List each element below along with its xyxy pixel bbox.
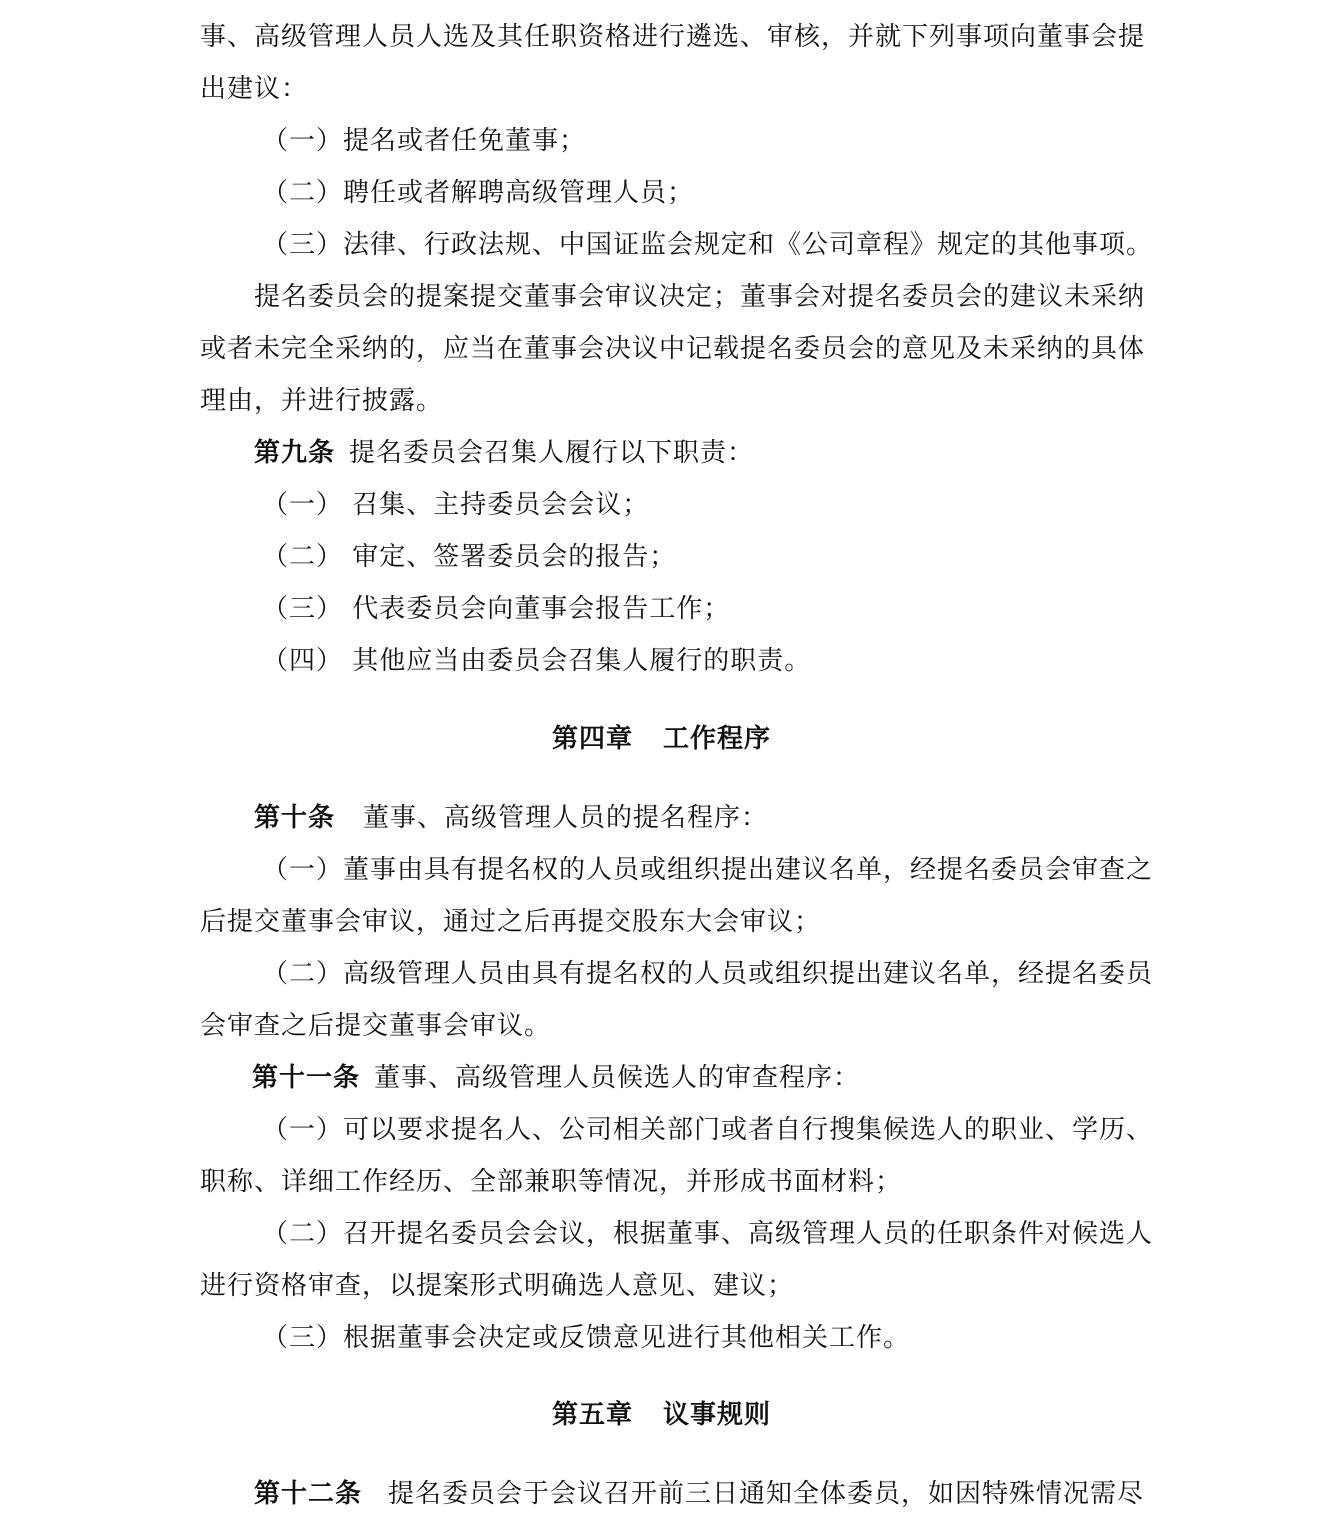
paragraph-line: 提名委员会的提案提交董事会审议决定；董事会对提名委员会的建议未采纳	[254, 282, 1146, 312]
article-10-label: 第十条	[254, 803, 336, 833]
article-10-heading	[254, 801, 1124, 835]
article-9-text: 提名委员会召集人履行以下职责：	[349, 438, 755, 468]
chapter-5-title: 议事规则	[663, 1400, 772, 1430]
article-9-label: 第九条	[254, 438, 336, 468]
paragraph-line: 会审查之后提交董事会审议。	[200, 1011, 552, 1041]
chapter-5-number: 第五章	[551, 1400, 633, 1430]
chapter-4-title: 工作程序	[663, 724, 772, 754]
article-11-label: 第十一条	[252, 1063, 361, 1093]
article-10-text: 董事、高级管理人员的提名程序：	[363, 803, 769, 833]
paragraph-line: 出建议：	[200, 74, 309, 104]
list-item: （四） 其他应当由委员会召集人履行的职责。	[262, 646, 812, 676]
paragraph-line: （二）高级管理人员由具有提名权的人员或组织提出建议名单，经提名委员	[262, 959, 1154, 989]
paragraph-line: 后提交董事会审议，通过之后再提交股东大会审议；	[200, 907, 822, 937]
list-item: （一） 召集、主持委员会会议；	[262, 490, 650, 520]
paragraph-line: （一）董事由具有提名权的人员或组织提出建议名单，经提名委员会审查之	[262, 855, 1154, 885]
chapter-5-heading	[0, 1398, 1323, 1432]
paragraph-line: （一）可以要求提名人、公司相关部门或者自行搜集候选人的职业、学历、	[262, 1115, 1154, 1145]
list-item: （三）法律、行政法规、中国证监会规定和《公司章程》规定的其他事项。	[262, 230, 1154, 260]
paragraph-line: 理由，并进行披露。	[200, 386, 444, 416]
article-12-text: 提名委员会于会议召开前三日通知全体委员，如因特殊情况需尽	[388, 1479, 1145, 1509]
article-12-label: 第十二条	[254, 1479, 363, 1509]
list-item: （二） 审定、签署委员会的报告；	[262, 542, 677, 572]
list-item: （一）提名或者任免董事；	[262, 126, 587, 156]
paragraph-line: 或者未完全采纳的，应当在董事会决议中记载提名委员会的意见及未采纳的具体	[200, 334, 1146, 364]
chapter-4-number: 第四章	[551, 724, 633, 754]
article-9-heading	[254, 436, 1124, 470]
list-item: （三）根据董事会决定或反馈意见进行其他相关工作。	[262, 1323, 911, 1353]
article-11-heading	[252, 1061, 1182, 1095]
article-11-text: 董事、高级管理人员候选人的审查程序：	[374, 1063, 861, 1093]
list-item: （二）聘任或者解聘高级管理人员；	[262, 178, 695, 208]
chapter-4-heading	[0, 722, 1323, 756]
paragraph-line: 进行资格审查，以提案形式明确选人意见、建议；	[200, 1271, 795, 1301]
paragraph-line: （二）召开提名委员会会议，根据董事、高级管理人员的任职条件对候选人	[262, 1219, 1154, 1249]
paragraph-line: 事、高级管理人员人选及其任职资格进行遴选、审核，并就下列事项向董事会提	[200, 22, 1146, 52]
paragraph-line: 职称、详细工作经历、全部兼职等情况，并形成书面材料；	[200, 1167, 903, 1197]
list-item: （三） 代表委员会向董事会报告工作；	[262, 594, 731, 624]
article-12-heading	[254, 1477, 1145, 1511]
